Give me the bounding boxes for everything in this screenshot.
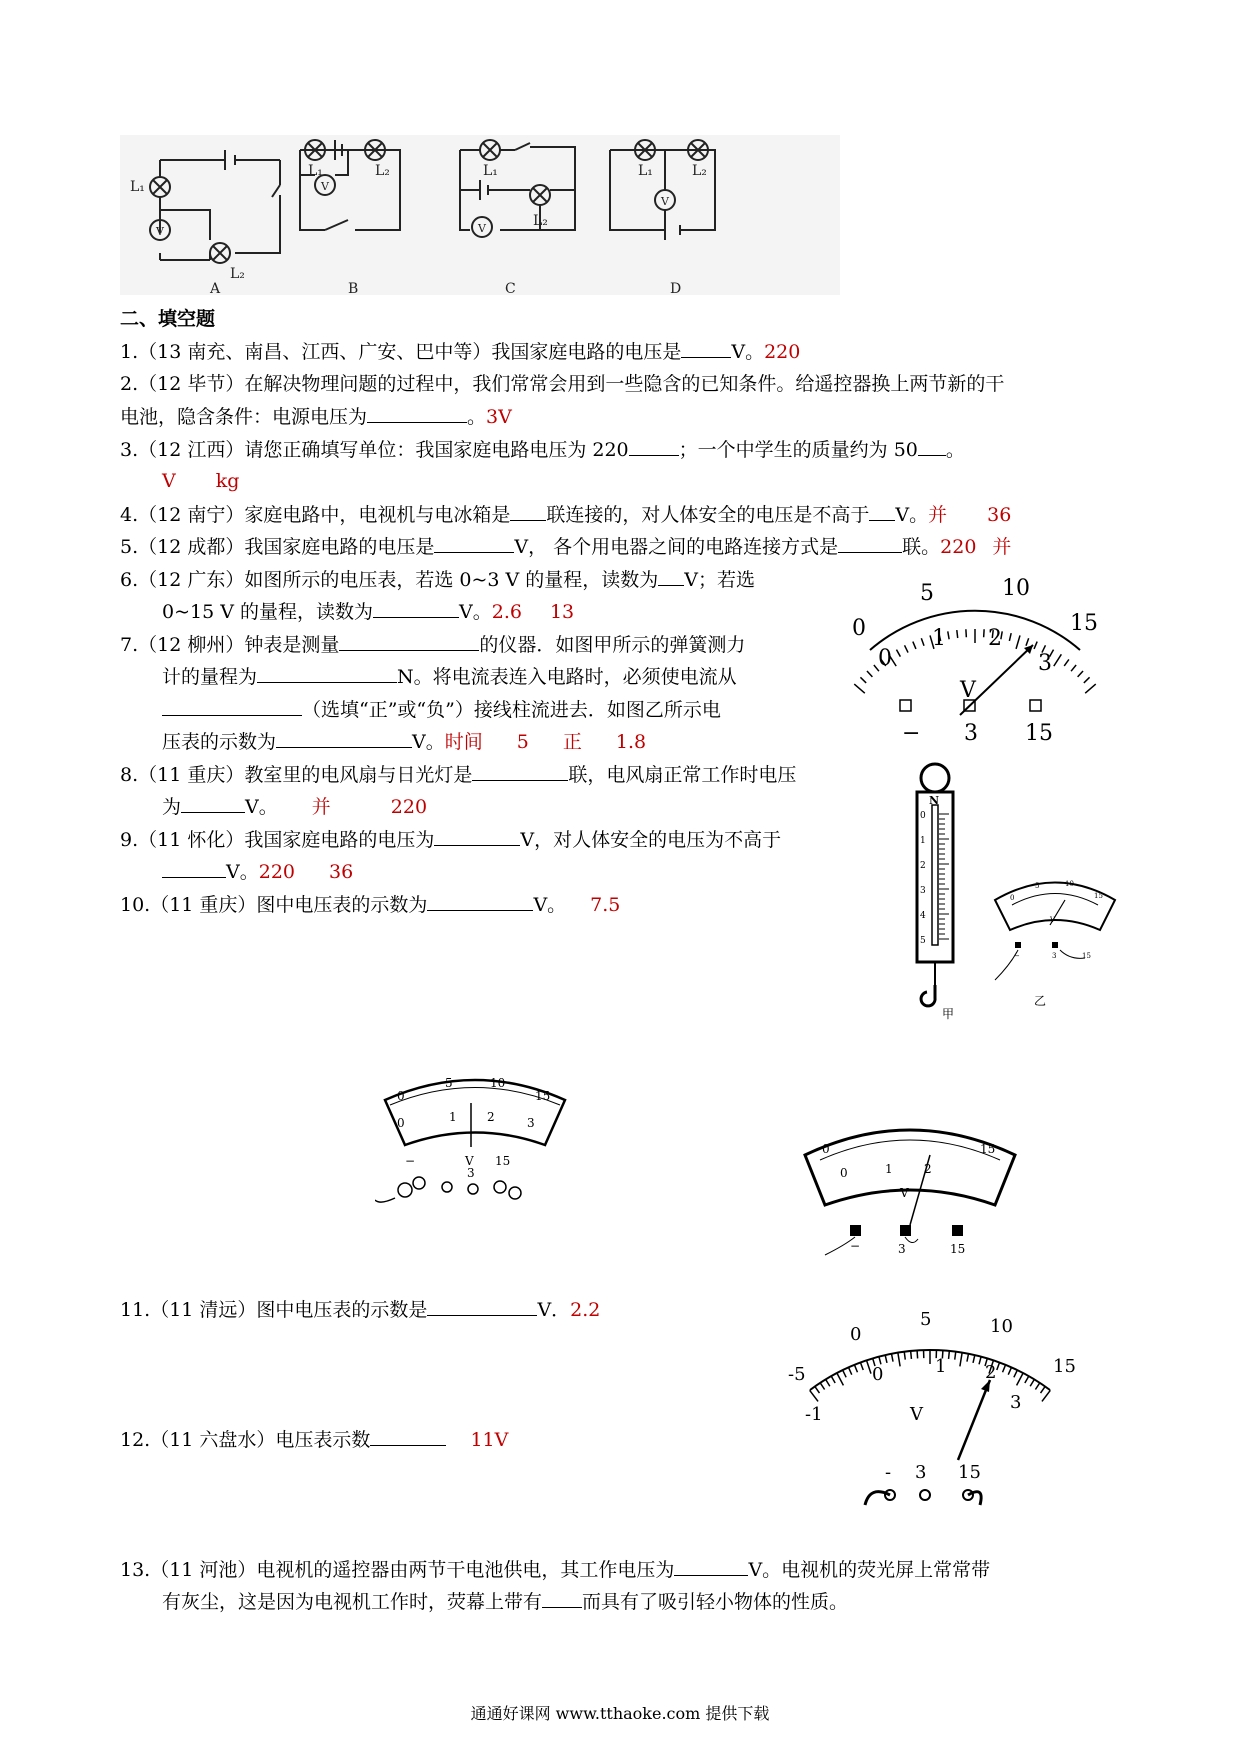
question-3 bbox=[120, 437, 965, 462]
circuit-diagrams bbox=[120, 135, 840, 295]
q12-text: 12.（11 六盘水）电压表示数 bbox=[120, 1429, 371, 1451]
q12-meter-top-15: 15 bbox=[1053, 1356, 1076, 1377]
q6-text-3: 0~15 V 的量程，读数为 bbox=[162, 601, 373, 623]
q6-meter-bottom-3: 3 bbox=[1038, 651, 1052, 676]
q4-end: V。 bbox=[895, 504, 929, 526]
q4-blank-2 bbox=[869, 502, 895, 521]
q7-blank-4 bbox=[276, 729, 412, 748]
q11-terminal-3: 3 bbox=[898, 1242, 906, 1256]
q9-text: 9.（11 怀化）我国家庭电路的电压为 bbox=[120, 829, 435, 851]
q6-meter-bottom-0: 0 bbox=[878, 646, 892, 671]
question-13-line2 bbox=[162, 1589, 848, 1614]
q11-meter-bottom-2: 2 bbox=[924, 1162, 932, 1176]
q9-end: V。 bbox=[226, 861, 259, 883]
q10-meter-top-10: 10 bbox=[490, 1076, 506, 1090]
q10-terminal-3: 3 bbox=[467, 1166, 475, 1180]
q1-blank bbox=[681, 339, 731, 358]
q11-meter-bottom-1: 1 bbox=[885, 1162, 893, 1176]
voltmeter-figure-q11 bbox=[800, 1115, 1020, 1260]
question-6-line1 bbox=[120, 567, 755, 592]
q6-blank-2 bbox=[373, 599, 459, 618]
question-7-line3 bbox=[162, 697, 721, 722]
q4-blank-1 bbox=[510, 502, 546, 521]
q11-meter-unit: V bbox=[900, 1186, 909, 1200]
voltmeter-figure-q6 bbox=[840, 575, 1110, 750]
q12-answer: 11V bbox=[470, 1429, 509, 1451]
q6-terminal-3: 3 bbox=[964, 721, 978, 746]
q6-meter-top-0: 0 bbox=[852, 616, 866, 641]
question-1 bbox=[120, 339, 800, 364]
q6-terminal-15: 15 bbox=[1025, 721, 1053, 746]
question-7-line4 bbox=[162, 729, 646, 754]
section-title: 二、填空题 bbox=[120, 308, 216, 330]
q8-end: V。 bbox=[245, 796, 278, 818]
q5-blank-2 bbox=[838, 534, 902, 553]
q6-end: V。 bbox=[459, 601, 492, 623]
question-3-answers bbox=[162, 469, 239, 493]
q6-terminal-box-1 bbox=[900, 700, 911, 711]
q9-text-2: V，对人体安全的电压为不高于 bbox=[520, 829, 782, 851]
question-2-line2 bbox=[120, 404, 512, 429]
q11-terminal-neg: − bbox=[850, 1239, 861, 1253]
q12-meter-top-0: 0 bbox=[850, 1324, 862, 1345]
q7-text: 7.（12 柳州）钟表是测量 bbox=[120, 634, 340, 656]
circuit-d-lamp2: L₂ bbox=[692, 163, 707, 179]
q10-meter-top-5: 5 bbox=[445, 1076, 453, 1090]
q8-text-2: 联，电风扇正常工作时电压 bbox=[568, 764, 797, 786]
q8-blank-2 bbox=[181, 794, 245, 813]
question-9-line1 bbox=[120, 827, 781, 852]
q9-answer-2: 36 bbox=[329, 861, 354, 883]
q12-meter-bottom-2: 2 bbox=[985, 1362, 997, 1383]
circuit-b-meter: V bbox=[321, 180, 329, 193]
question-8-line2 bbox=[162, 794, 427, 819]
page-footer: 通通好课网 www.tthaoke.com 提供下载 bbox=[470, 1704, 770, 1723]
question-6-line2 bbox=[162, 599, 574, 624]
yi-meter-top-0: 0 bbox=[1010, 894, 1015, 902]
scale-tick-3: 3 bbox=[920, 886, 926, 896]
q12-meter-top-neg5: -5 bbox=[788, 1364, 806, 1385]
q7-text-5: （选填“正”或“负”）接线柱流进去．如图乙所示电 bbox=[302, 699, 721, 721]
q10-meter-bottom-0: 0 bbox=[397, 1116, 405, 1130]
q8-text: 8.（11 重庆）教室里的电风扇与日光灯是 bbox=[120, 764, 473, 786]
question-9-line2 bbox=[162, 859, 353, 884]
q2-blank bbox=[367, 404, 467, 423]
q7-answer-1: 时间 bbox=[444, 731, 483, 753]
spring-scale-figure bbox=[905, 760, 975, 1020]
q7-blank-1 bbox=[339, 632, 479, 651]
q7-text-2: 的仪器．如图甲所示的弹簧测力 bbox=[479, 634, 746, 656]
q7-blank-2 bbox=[257, 664, 397, 683]
q3-text-2: ；一个中学生的质量约为 50 bbox=[678, 439, 918, 461]
q2-text: 电池，隐含条件：电源电压为 bbox=[120, 406, 368, 428]
q1-unit: V。 bbox=[731, 341, 765, 363]
q7-blank-3 bbox=[162, 697, 302, 716]
q12-blank bbox=[370, 1427, 446, 1446]
q3-blank-1 bbox=[629, 437, 679, 456]
q7-answer-2: 5 bbox=[516, 731, 529, 753]
q9-blank-2 bbox=[162, 859, 226, 878]
voltmeter-figure-q10 bbox=[375, 1065, 575, 1215]
question-10 bbox=[120, 892, 620, 917]
q9-blank-1 bbox=[434, 827, 520, 846]
q6-meter-top-5: 5 bbox=[920, 581, 934, 606]
q12-meter-top-5: 5 bbox=[920, 1309, 932, 1330]
q10-meter-bottom-3: 3 bbox=[527, 1116, 535, 1130]
q6-meter-top-15: 15 bbox=[1070, 611, 1098, 636]
scale-tick-4: 4 bbox=[920, 911, 926, 921]
q10-meter-top-15: 15 bbox=[535, 1089, 551, 1103]
q1-text: 1.（13 南充、南昌、江西、广安、巴中等）我国家庭电路的电压是 bbox=[120, 341, 682, 363]
q10-meter-bottom-2: 2 bbox=[487, 1110, 495, 1124]
q4-text-2: 联连接的，对人体安全的电压是不高于 bbox=[546, 504, 870, 526]
yi-terminal-15: 15 bbox=[1082, 952, 1091, 960]
q13-blank-1 bbox=[674, 1557, 748, 1576]
scale-letter-n: N bbox=[929, 794, 940, 807]
yi-meter-top-15: 15 bbox=[1094, 892, 1103, 900]
q6-answer-1: 2.6 bbox=[491, 601, 522, 623]
q5-answer-2: 并 bbox=[992, 536, 1012, 558]
q7-text-3: 计的量程为 bbox=[162, 666, 258, 688]
q11-end: V． bbox=[537, 1299, 571, 1321]
q11-text: 11.（11 清远）图中电压表的示数是 bbox=[120, 1299, 428, 1321]
question-7-line1 bbox=[120, 632, 745, 657]
q5-blank-1 bbox=[434, 534, 514, 553]
q6-meter-top-10: 10 bbox=[1002, 576, 1030, 601]
q6-blank-1 bbox=[658, 567, 684, 586]
q3-blank-2 bbox=[918, 437, 946, 456]
yi-meter-top-10: 10 bbox=[1065, 880, 1074, 888]
q6-meter-bottom-1: 1 bbox=[932, 626, 946, 651]
q5-text-2: V， 各个用电器之间的电路连接方式是 bbox=[514, 536, 839, 558]
q5-end: 联。 bbox=[902, 536, 941, 558]
q10-blank bbox=[427, 892, 533, 911]
question-11 bbox=[120, 1297, 600, 1322]
yi-meter-top-5: 5 bbox=[1035, 882, 1040, 890]
q10-terminal-neg: − bbox=[405, 1154, 416, 1168]
q10-meter-top-0: 0 bbox=[397, 1089, 405, 1103]
q8-answer-1: 并 bbox=[311, 796, 331, 818]
q12-meter-unit: V bbox=[910, 1404, 923, 1425]
question-12 bbox=[120, 1427, 508, 1452]
q4-answer-1: 并 bbox=[928, 504, 948, 526]
q10-answer: 7.5 bbox=[590, 894, 621, 916]
q10-text: 10.（11 重庆）图中电压表的示数为 bbox=[120, 894, 428, 916]
q7-answer-4: 1.8 bbox=[615, 731, 647, 753]
circuit-a-lamp2: L₂ bbox=[230, 266, 245, 282]
q5-text: 5.（12 成都）我国家庭电路的电压是 bbox=[120, 536, 435, 558]
q12-terminal-15: 15 bbox=[958, 1462, 981, 1483]
q6-text: 6.（12 广东）如图所示的电压表，若选 0~3 V 的量程，读数为 bbox=[120, 569, 659, 591]
voltmeter-figure-yi bbox=[990, 870, 1120, 1010]
circuit-a-lamp1: L₁ bbox=[130, 179, 145, 195]
question-7-line2 bbox=[162, 664, 737, 689]
question-2-line1: 2.（12 毕节）在解决物理问题的过程中，我们常常会用到一些隐含的已知条件。给遥控器换上两节新的干 bbox=[120, 373, 1005, 395]
q3-answer-1: V bbox=[162, 470, 176, 492]
voltmeter-figure-q12 bbox=[780, 1290, 1090, 1515]
q6-answer-2: 13 bbox=[549, 601, 575, 623]
q4-text: 4.（12 南宁）家庭电路中，电视机与电冰箱是 bbox=[120, 504, 511, 526]
q12-terminal-3: 3 bbox=[915, 1462, 927, 1483]
question-4 bbox=[120, 502, 1011, 527]
circuit-c-lamp1: L₁ bbox=[483, 163, 498, 179]
q3-end: 。 bbox=[945, 439, 965, 461]
q13-text-3: 有灰尘，这是因为电视机工作时，荧幕上带有 bbox=[162, 1591, 543, 1613]
circuit-label-c: C bbox=[505, 281, 516, 295]
q3-answer-2: kg bbox=[215, 470, 240, 492]
q12-terminal-neg: - bbox=[885, 1462, 892, 1483]
q7-text-4: N。将电流表连入电路时，必须使电流从 bbox=[397, 666, 737, 688]
q7-end: V。 bbox=[412, 731, 445, 753]
q8-text-3: 为 bbox=[162, 796, 182, 818]
q6-text-2: V；若选 bbox=[684, 569, 756, 591]
circuit-c-lamp2: L₂ bbox=[533, 213, 548, 229]
circuit-d-lamp1: L₁ bbox=[638, 163, 653, 179]
q13-text: 13.（11 河池）电视机的遥控器由两节干电池供电，其工作电压为 bbox=[120, 1559, 675, 1581]
q10-meter-unit: V bbox=[465, 1154, 474, 1168]
question-8-line1 bbox=[120, 762, 796, 787]
q7-text-6: 压表的示数为 bbox=[162, 731, 277, 753]
caption-jia: 甲 bbox=[942, 1007, 955, 1021]
scale-tick-0: 0 bbox=[920, 811, 926, 821]
q8-blank-1 bbox=[472, 762, 568, 781]
circuit-label-d: D bbox=[670, 281, 682, 295]
q11-answer: 2.2 bbox=[570, 1299, 601, 1321]
yi-terminal-3: 3 bbox=[1052, 952, 1057, 960]
q11-blank bbox=[427, 1297, 537, 1316]
q12-meter-top-10: 10 bbox=[990, 1316, 1013, 1337]
q11-meter-top-0: 0 bbox=[822, 1142, 830, 1156]
circuit-label-b: B bbox=[348, 281, 359, 295]
question-5 bbox=[120, 534, 1011, 559]
circuit-a-meter: V bbox=[156, 225, 164, 238]
q6-meter-unit: V bbox=[960, 678, 976, 703]
yi-meter-unit: V bbox=[1050, 916, 1056, 924]
q7-answer-3: 正 bbox=[562, 731, 582, 753]
circuit-d-meter: V bbox=[661, 195, 669, 208]
q6-terminal-neg: − bbox=[902, 721, 921, 746]
q12-meter-bottom-0: 0 bbox=[872, 1364, 884, 1385]
q9-answer-1: 220 bbox=[258, 861, 295, 883]
q13-end: 而具有了吸引轻小物体的性质。 bbox=[582, 1591, 849, 1613]
q13-blank-2 bbox=[542, 1589, 582, 1608]
q2-answer: 3V bbox=[486, 406, 512, 428]
q13-text-2: V。电视机的荧光屏上常常带 bbox=[748, 1559, 991, 1581]
q1-answer: 220 bbox=[764, 341, 801, 363]
q11-meter-bottom-0: 0 bbox=[840, 1166, 848, 1180]
q12-meter-bottom-1: 1 bbox=[935, 1356, 947, 1377]
q6-terminal-box-3 bbox=[1030, 700, 1041, 711]
q11-meter-top-15: 15 bbox=[980, 1142, 996, 1156]
q10-meter-bottom-1: 1 bbox=[449, 1110, 457, 1124]
scale-tick-1: 1 bbox=[920, 836, 926, 846]
scale-tick-2: 2 bbox=[920, 861, 926, 871]
caption-yi: 乙 bbox=[1034, 994, 1047, 1008]
q4-answer-2: 36 bbox=[987, 504, 1012, 526]
q2-end: 。 bbox=[467, 406, 487, 428]
circuit-label-a: A bbox=[210, 281, 221, 295]
question-13-line1 bbox=[120, 1557, 990, 1582]
circuit-b-lamp1: L₁ bbox=[308, 163, 323, 179]
q10-end: V。 bbox=[533, 894, 567, 916]
q12-meter-bottom-neg1: -1 bbox=[805, 1404, 823, 1425]
circuit-c-meter: V bbox=[478, 222, 486, 235]
q11-terminal-15: 15 bbox=[950, 1242, 966, 1256]
q12-meter-bottom-3: 3 bbox=[1010, 1392, 1022, 1413]
yi-terminal-neg: − bbox=[1014, 952, 1020, 960]
q8-answer-2: 220 bbox=[390, 796, 428, 818]
q5-answer-1: 220 bbox=[940, 536, 977, 558]
q3-text: 3.（12 江西）请您正确填写单位：我国家庭电路电压为 220 bbox=[120, 439, 629, 461]
q6-meter-bottom-2: 2 bbox=[988, 626, 1002, 651]
q10-terminal-15: 15 bbox=[495, 1154, 511, 1168]
circuit-b-lamp2: L₂ bbox=[375, 163, 390, 179]
scale-tick-5: 5 bbox=[920, 936, 926, 946]
